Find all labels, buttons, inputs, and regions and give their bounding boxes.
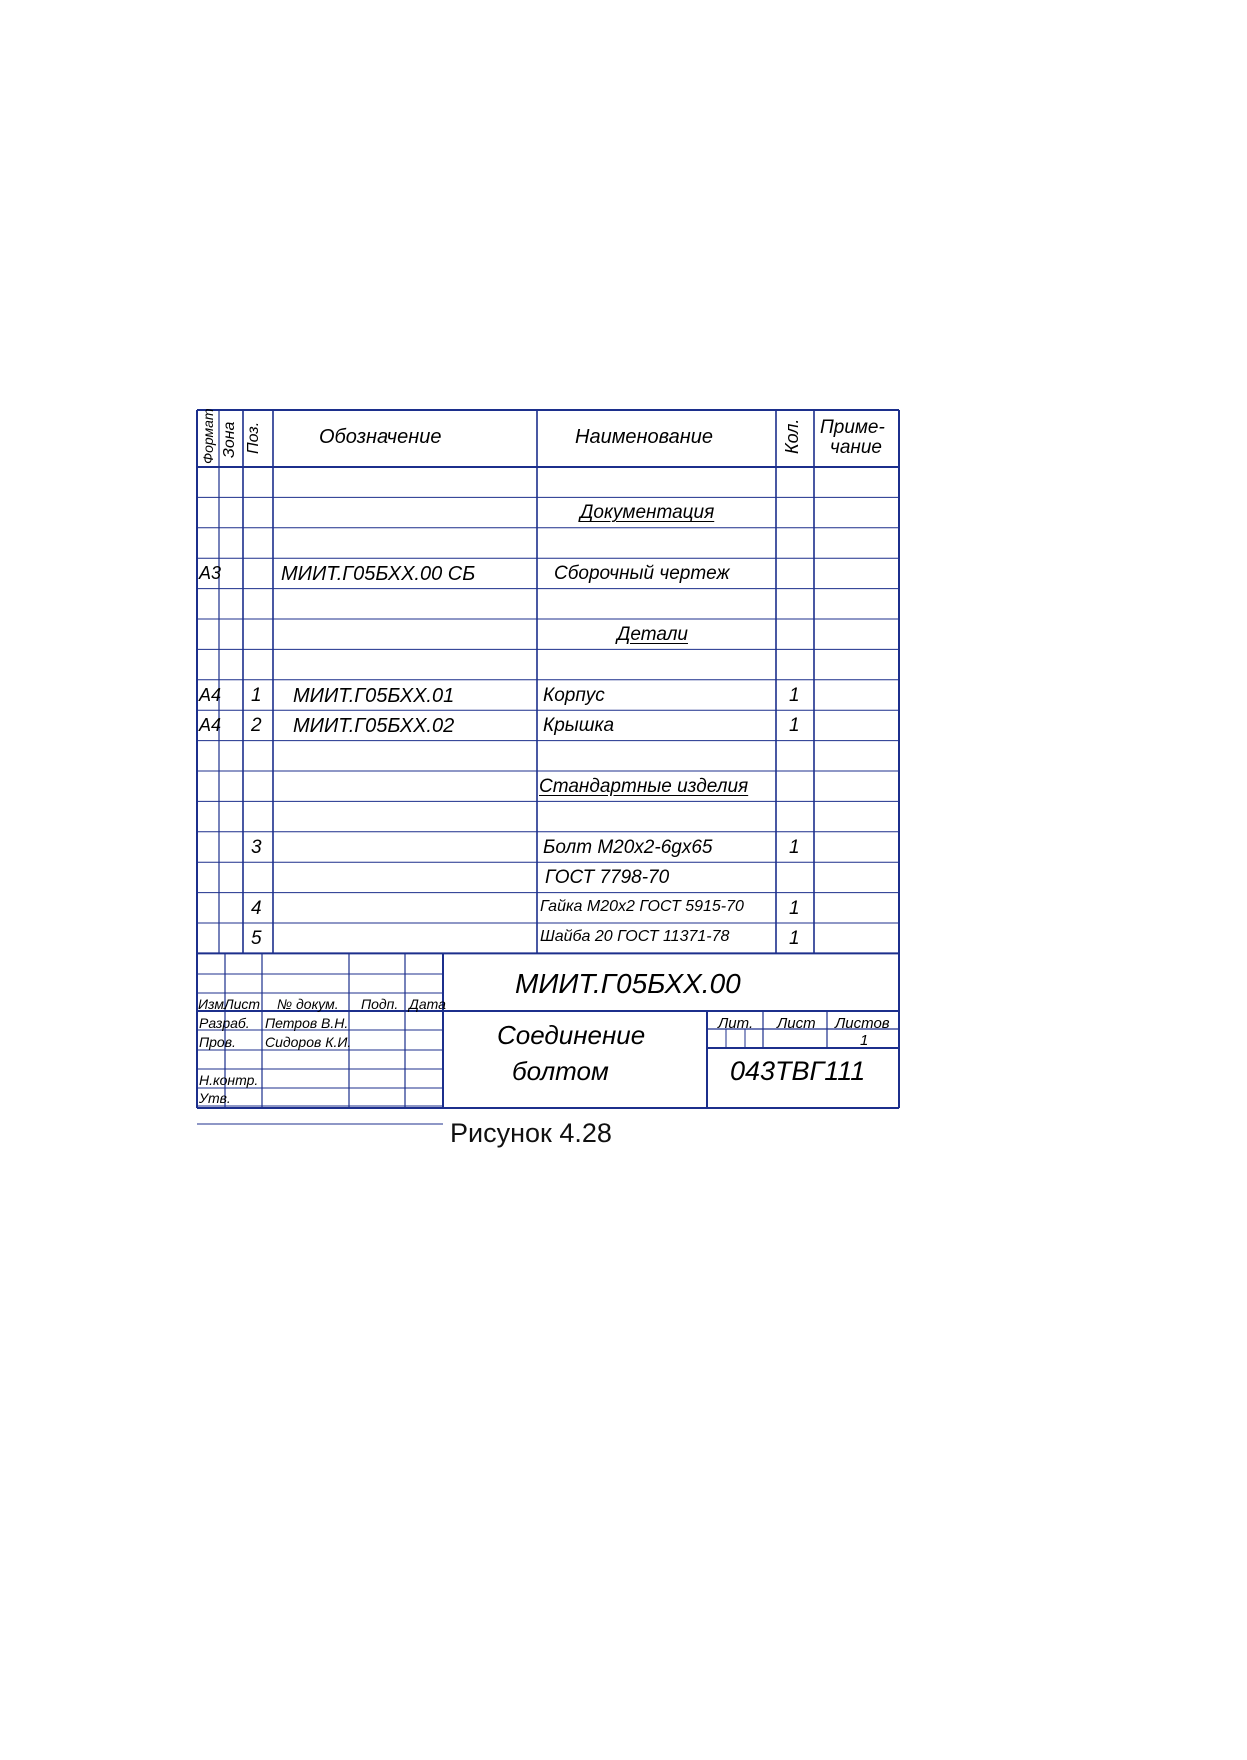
row-quantity: 1 — [789, 715, 800, 737]
sheets-value: 1 — [860, 1032, 869, 1049]
col-sign: Подп. — [361, 996, 399, 1012]
header-designation: Обозначение — [319, 426, 442, 448]
row-name: Болт М20х2-6gх65 — [543, 836, 713, 858]
page: Формат Зона Поз. Обозначение Наименование Кол. Приме- чание Документация А3 МИИТ.Г05БХХ.00 СБ Сборочный чертеж Детали А4 1 МИИТ.Г05БХХ.01 Корпус 1 А4 2 МИИТ.Г05БХХ.02 Крышка 1 Стандартные изделия 3 Болт М20х2-6gх65 1 ГОСТ 7798-70 4 Гайка М20х2 ГОСТ 5915-70 1 5 Шайба 20 ГОСТ 11371-78 1 МИИТ.Г05БХХ.00 Изм. Лист № докум. Подп. Дата Разраб. Петров В.Н. Пров. Сидоров К.И. Н.контр. Утв. Соединение болтом Лит. Лист Листов 1 043ТВГ111 Рисунок 4.28 — [0, 0, 1247, 1760]
header-name: Наименование — [575, 426, 714, 448]
row-quantity: 1 — [789, 836, 800, 858]
row-position: 5 — [251, 928, 262, 949]
role-norm-control: Н.контр. — [199, 1072, 259, 1088]
row-format: А4 — [199, 684, 222, 705]
header-note-line2: чание — [830, 437, 882, 458]
section-heading: Стандартные изделия — [539, 776, 749, 797]
row-name: Корпус — [543, 684, 605, 706]
row-position: 1 — [251, 684, 262, 706]
row-name: Шайба 20 ГОСТ 11371-78 — [540, 928, 730, 945]
lit-label: Лит. — [718, 1015, 754, 1032]
name-checker: Сидоров К.И. — [265, 1034, 352, 1050]
header-note-line1: Приме- — [820, 417, 885, 438]
specification-form — [197, 410, 899, 1108]
sheet-label: Лист — [777, 1015, 816, 1032]
row-quantity: 1 — [789, 928, 800, 949]
row-quantity: 1 — [789, 897, 800, 919]
row-position: 4 — [251, 897, 262, 919]
section-heading: Детали — [617, 624, 688, 645]
row-format: А4 — [199, 715, 222, 736]
title-line2: болтом — [512, 1056, 609, 1086]
name-developer: Петров В.Н. — [265, 1015, 349, 1031]
col-doc-number: № докум. — [277, 996, 339, 1012]
organization-code: 043ТВГ111 — [730, 1056, 866, 1086]
row-name: ГОСТ 7798-70 — [545, 867, 670, 889]
role-developer: Разраб. — [199, 1015, 250, 1031]
row-quantity: 1 — [789, 684, 800, 706]
role-checker: Пров. — [199, 1034, 236, 1050]
row-name: Сборочный чертеж — [554, 563, 730, 585]
row-position: 3 — [251, 836, 262, 858]
row-designation: МИИТ.Г05БХХ.00 СБ — [281, 563, 476, 586]
row-name: Гайка М20х2 ГОСТ 5915-70 — [540, 897, 744, 915]
sheets-label: Листов — [835, 1015, 890, 1032]
row-format: А3 — [199, 563, 222, 584]
header-qty: Кол. — [782, 418, 802, 454]
row-designation: МИИТ.Г05БХХ.01 — [293, 684, 455, 707]
title-line1: Соединение — [497, 1020, 646, 1050]
role-approver: Утв. — [199, 1090, 231, 1106]
row-position: 2 — [251, 715, 262, 737]
col-izm: Изм. — [198, 996, 228, 1012]
section-heading: Документация — [580, 502, 715, 524]
header-format: Формат — [200, 408, 216, 464]
row-name: Крышка — [543, 715, 615, 737]
header-zone: Зона — [221, 421, 238, 458]
row-designation: МИИТ.Г05БХХ.02 — [293, 715, 455, 738]
header-pos: Поз. — [245, 421, 262, 454]
col-list: Лист — [224, 996, 261, 1012]
doc-code: МИИТ.Г05БХХ.00 — [515, 968, 741, 999]
col-date: Дата — [409, 996, 446, 1012]
